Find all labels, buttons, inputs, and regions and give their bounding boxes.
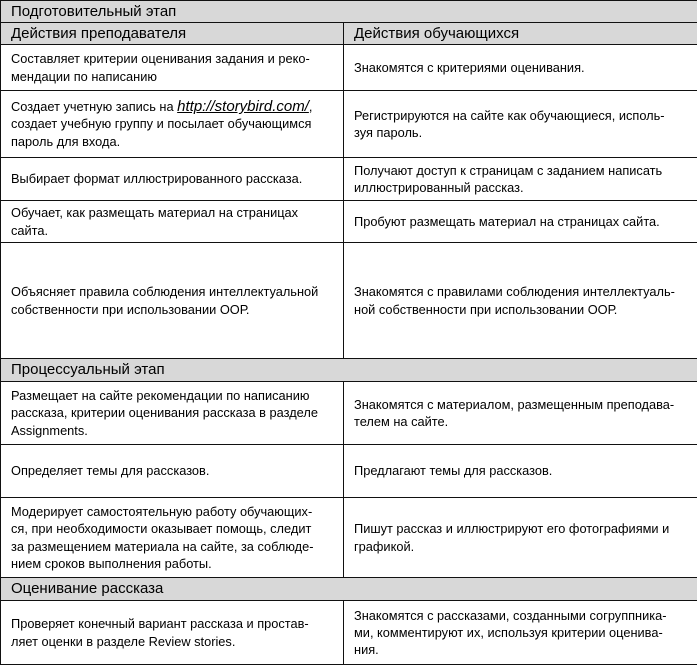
teacher-action: Проверяет конечный вариант рассказа и простав- ляет оценки в разделе Review stories. (1, 601, 344, 665)
section-header-preparatory (1, 1, 697, 23)
student-action: Знакомятся с правилами соблюдения интеллектуаль- ной собственности при использовании ООР. (344, 243, 697, 359)
teacher-action (1, 91, 344, 158)
student-action: Предлагают темы для рассказов. (344, 445, 697, 498)
student-action: Получают доступ к страницам с заданием написать иллюстрированный рассказ. (344, 158, 697, 201)
student-action: Регистрируются на сайте как обучающиеся, исполь- зуя пароль. (344, 91, 697, 158)
student-action: Знакомятся с рассказами, созданными согруппника- ми, комментируют их, используя критерии оценива- ния. (344, 601, 697, 665)
student-action: Знакомятся с критериями оценивания. (344, 45, 697, 91)
table-row (1, 382, 697, 445)
table-row (1, 601, 697, 665)
teacher-action: Модерирует самостоятельную работу обучающих- ся, при необходимости оказывает помощь, следит за размещением материала на сайте, за соблюде- нием сроков выполнения работы. (1, 498, 344, 578)
teacher-action: Составляет критерии оценивания задания и реко- мендации по написанию (1, 45, 344, 91)
student-action: Знакомятся с материалом, размещенным преподава- телем на сайте. (344, 382, 697, 445)
teacher-action: Размещает на сайте рекомендации по написанию рассказа, критерии оценивания рассказа в разделе Assignments. (1, 382, 344, 445)
table-row (1, 445, 697, 498)
column-header-teacher: Действия преподавателя (1, 23, 344, 45)
table-row (1, 45, 697, 91)
teacher-action: Обучает, как размещать материал на страницах сайта. (1, 201, 344, 243)
table-row (1, 243, 697, 359)
table-row (1, 201, 697, 243)
teacher-action-text: Создает учетную запись на (11, 99, 178, 115)
student-action: Пробуют размещать материал на страницах сайта. (344, 201, 697, 243)
column-header-row (1, 23, 697, 45)
table-row (1, 498, 697, 578)
student-action: Пишут рассказ и иллюстрируют его фотографиями и графикой. (344, 498, 697, 578)
section-title: Процессуальный этап (1, 359, 697, 382)
section-title: Подготовительный этап (1, 1, 697, 23)
teacher-action: Определяет темы для рассказов. (1, 445, 344, 498)
table-row (1, 158, 697, 201)
section-title: Оценивание рассказа (1, 578, 697, 601)
teacher-action: Выбирает формат иллюстрированного рассказа. (1, 158, 344, 201)
section-header-process (1, 359, 697, 382)
teacher-action: Объясняет правила соблюдения интеллектуальной собственности при использовании ООР. (1, 243, 344, 359)
storybird-link[interactable]: http://storybird.com/ (177, 98, 309, 116)
teacher-action-text: , создает учебную группу и посылает обучающимся пароль для входа. (11, 99, 313, 149)
section-header-evaluation (1, 578, 697, 601)
table-row (1, 91, 697, 158)
column-header-students: Действия обучающихся (344, 23, 697, 45)
